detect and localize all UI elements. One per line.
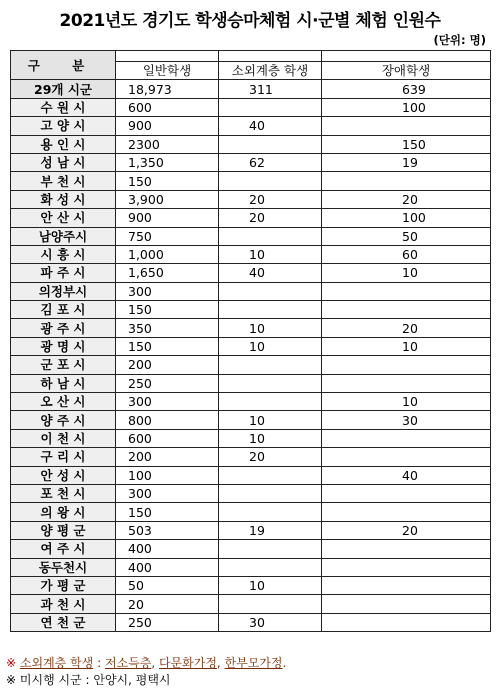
- underprivileged-count: 10: [219, 319, 322, 337]
- underprivileged-count: 30: [219, 613, 322, 631]
- disabled-count: 100: [322, 209, 491, 227]
- table-row: [11, 429, 491, 447]
- region-name: 부 천 시: [11, 172, 116, 190]
- region-name: 이 천 시: [11, 429, 116, 447]
- general-count: 50: [116, 576, 219, 594]
- region-name: 여 주 시: [11, 540, 116, 558]
- header-underprivileged: 소외계층 학생: [219, 62, 322, 80]
- disabled-count: [322, 595, 491, 613]
- disabled-count: [322, 429, 491, 447]
- footnote-item: 한부모가정: [224, 656, 283, 670]
- disabled-count: [322, 356, 491, 374]
- disabled-count: 10: [322, 337, 491, 355]
- disabled-count: 20: [322, 521, 491, 539]
- general-count: 150: [116, 503, 219, 521]
- underprivileged-count: 10: [219, 576, 322, 594]
- region-name: 하 남 시: [11, 374, 116, 392]
- region-name: 안 산 시: [11, 209, 116, 227]
- table-row: [11, 558, 491, 576]
- disabled-count: 639: [322, 80, 491, 98]
- underprivileged-count: [219, 393, 322, 411]
- general-count: 150: [116, 337, 219, 355]
- general-count: 250: [116, 613, 219, 631]
- participants-table: [10, 50, 491, 632]
- table-row: [11, 245, 491, 263]
- underprivileged-count: [219, 484, 322, 502]
- table-row-total: [11, 80, 491, 98]
- region-name: 군 포 시: [11, 356, 116, 374]
- underprivileged-count: [219, 227, 322, 245]
- region-name: 수 원 시: [11, 98, 116, 116]
- general-count: 503: [116, 521, 219, 539]
- general-count: 200: [116, 356, 219, 374]
- general-count: 750: [116, 227, 219, 245]
- general-count: 400: [116, 540, 219, 558]
- disabled-count: [322, 576, 491, 594]
- general-count: 600: [116, 429, 219, 447]
- general-count: 800: [116, 411, 219, 429]
- general-count: 900: [116, 209, 219, 227]
- general-count: 3,900: [116, 190, 219, 208]
- general-count: 150: [116, 301, 219, 319]
- disabled-count: [322, 503, 491, 521]
- underprivileged-count: 20: [219, 190, 322, 208]
- region-name: 연 천 군: [11, 613, 116, 631]
- underprivileged-count: 20: [219, 209, 322, 227]
- general-count: 18,973: [116, 80, 219, 98]
- footnote-text: 미시행 시군 : 안양시, 평택시: [19, 673, 171, 687]
- underprivileged-count: [219, 282, 322, 300]
- underprivileged-count: [219, 503, 322, 521]
- table-row: [11, 190, 491, 208]
- region-name: 양 주 시: [11, 411, 116, 429]
- region-name: 의 왕 시: [11, 503, 116, 521]
- footnote-item: 다문화가정: [158, 656, 217, 670]
- table-row: [11, 172, 491, 190]
- footnote-mark: ※: [6, 656, 17, 670]
- general-count: 600: [116, 98, 219, 116]
- disabled-count: [322, 117, 491, 135]
- region-name: 김 포 시: [11, 301, 116, 319]
- general-count: 300: [116, 393, 219, 411]
- disabled-count: 10: [322, 393, 491, 411]
- table-row: [11, 448, 491, 466]
- underprivileged-count: [219, 466, 322, 484]
- disabled-count: [322, 374, 491, 392]
- disabled-count: 60: [322, 245, 491, 263]
- disabled-count: [322, 172, 491, 190]
- disabled-count: 20: [322, 319, 491, 337]
- region-name: 안 성 시: [11, 466, 116, 484]
- footnote-underprivileged: ※ 소외계층 학생 : 저소득층, 다문화가정, 한부모가정.: [6, 656, 287, 670]
- table-row: [11, 466, 491, 484]
- disabled-count: 19: [322, 153, 491, 171]
- disabled-count: [322, 448, 491, 466]
- region-name: 29개 시군: [11, 80, 116, 98]
- general-count: 150: [116, 172, 219, 190]
- region-name: 의정부시: [11, 282, 116, 300]
- general-count: 300: [116, 484, 219, 502]
- header-region: 구 분: [11, 51, 116, 80]
- underprivileged-count: 10: [219, 429, 322, 447]
- table-row: [11, 595, 491, 613]
- region-name: 양 평 군: [11, 521, 116, 539]
- general-count: 400: [116, 558, 219, 576]
- table-row: [11, 153, 491, 171]
- footnote-not-implemented: [6, 671, 171, 688]
- region-name: 용 인 시: [11, 135, 116, 153]
- underprivileged-count: 20: [219, 448, 322, 466]
- underprivileged-count: [219, 558, 322, 576]
- table-row: [11, 576, 491, 594]
- underprivileged-count: [219, 374, 322, 392]
- table-row: [11, 337, 491, 355]
- region-name: 광 주 시: [11, 319, 116, 337]
- region-name: 과 천 시: [11, 595, 116, 613]
- disabled-count: [322, 301, 491, 319]
- footnote-item: 저소득층: [104, 656, 152, 670]
- unit-label: (단위: 명): [433, 33, 486, 47]
- disabled-count: 50: [322, 227, 491, 245]
- general-count: 200: [116, 448, 219, 466]
- region-name: 가 평 군: [11, 576, 116, 594]
- region-name: 시 흥 시: [11, 245, 116, 263]
- table-row: [11, 98, 491, 116]
- disabled-count: [322, 613, 491, 631]
- region-name: 파 주 시: [11, 264, 116, 282]
- table-row: [11, 117, 491, 135]
- underprivileged-count: 62: [219, 153, 322, 171]
- region-name: 동두천시: [11, 558, 116, 576]
- header-general: 일반학생: [116, 62, 219, 80]
- table-row: [11, 521, 491, 539]
- general-count: 1,350: [116, 153, 219, 171]
- table-row: [11, 613, 491, 631]
- underprivileged-count: 40: [219, 264, 322, 282]
- underprivileged-count: [219, 172, 322, 190]
- disabled-count: [322, 484, 491, 502]
- table-row: [11, 135, 491, 153]
- region-name: 포 천 시: [11, 484, 116, 502]
- region-name: 광 명 시: [11, 337, 116, 355]
- general-count: 1,650: [116, 264, 219, 282]
- general-count: 900: [116, 117, 219, 135]
- table-row: [11, 301, 491, 319]
- table-row: [11, 503, 491, 521]
- table-row: [11, 374, 491, 392]
- region-name: 구 리 시: [11, 448, 116, 466]
- underprivileged-count: [219, 540, 322, 558]
- underprivileged-count: 10: [219, 337, 322, 355]
- disabled-count: [322, 282, 491, 300]
- table-row: [11, 319, 491, 337]
- table-row: [11, 227, 491, 245]
- disabled-count: [322, 540, 491, 558]
- table-row: [11, 264, 491, 282]
- general-count: 2300: [116, 135, 219, 153]
- region-name: 고 양 시: [11, 117, 116, 135]
- disabled-count: 40: [322, 466, 491, 484]
- disabled-count: 30: [322, 411, 491, 429]
- underprivileged-count: [219, 595, 322, 613]
- general-count: 20: [116, 595, 219, 613]
- table-row: [11, 540, 491, 558]
- region-name: 성 남 시: [11, 153, 116, 171]
- table-row: [11, 209, 491, 227]
- table-row: [11, 484, 491, 502]
- underprivileged-count: [219, 356, 322, 374]
- disabled-count: 20: [322, 190, 491, 208]
- underprivileged-count: [219, 135, 322, 153]
- underprivileged-count: 10: [219, 411, 322, 429]
- general-count: 300: [116, 282, 219, 300]
- region-name: 오 산 시: [11, 393, 116, 411]
- general-count: 250: [116, 374, 219, 392]
- footnote-mark: ※: [6, 673, 17, 687]
- table-row: [11, 356, 491, 374]
- header-disabled: 장애학생: [322, 62, 491, 80]
- footnote-label: 소외계층 학생: [19, 656, 94, 670]
- table-row: [11, 393, 491, 411]
- general-count: 100: [116, 466, 219, 484]
- region-name: 화 성 시: [11, 190, 116, 208]
- underprivileged-count: [219, 301, 322, 319]
- disabled-count: 150: [322, 135, 491, 153]
- general-count: 1,000: [116, 245, 219, 263]
- region-name: 남양주시: [11, 227, 116, 245]
- disabled-count: 100: [322, 98, 491, 116]
- disabled-count: 10: [322, 264, 491, 282]
- underprivileged-count: 10: [219, 245, 322, 263]
- general-count: 350: [116, 319, 219, 337]
- page-title: 2021년도 경기도 학생승마체험 시·군별 체험 인원수: [59, 11, 441, 31]
- underprivileged-count: 19: [219, 521, 322, 539]
- underprivileged-count: 40: [219, 117, 322, 135]
- table-row: [11, 282, 491, 300]
- disabled-count: [322, 558, 491, 576]
- table-row: [11, 411, 491, 429]
- underprivileged-count: 311: [219, 80, 322, 98]
- underprivileged-count: [219, 98, 322, 116]
